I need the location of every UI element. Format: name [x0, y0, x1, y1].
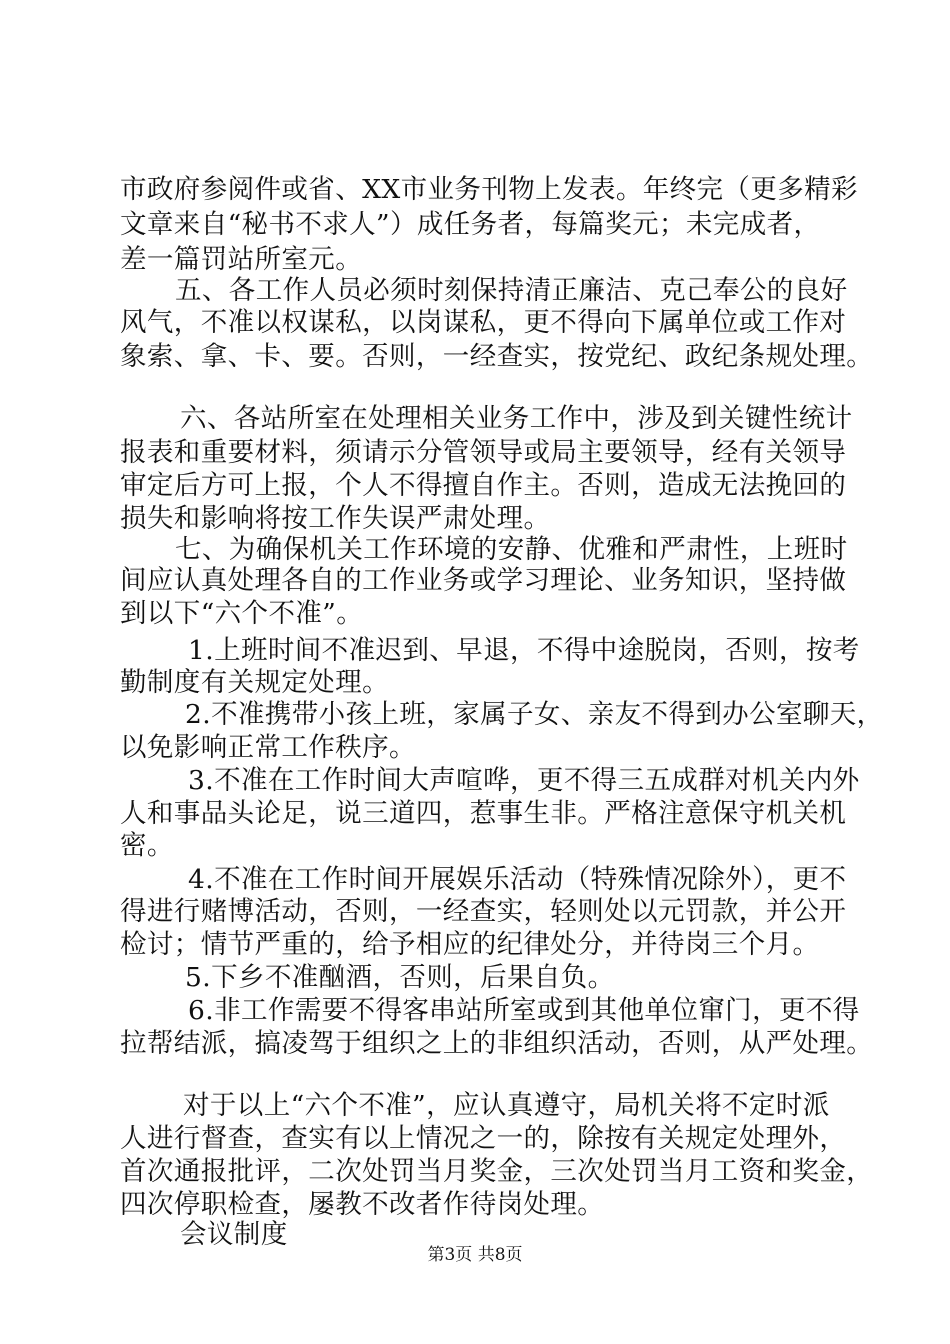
text-line: 4.不准在工作时间开展娱乐活动（特殊情况除外），更不 — [188, 864, 847, 895]
text-line: 密。 — [120, 830, 174, 861]
text-line: 勤制度有关规定处理。 — [120, 667, 389, 698]
text-line: 人进行督查，查实有以上情况之一的，除按有关规定处理外， — [120, 1123, 847, 1154]
text-line: 3.不准在工作时间大声喧哗，更不得三五成群对机关内外 — [188, 765, 860, 796]
text-line: 七、为确保机关工作环境的安静、优雅和严肃性，上班时 — [175, 534, 848, 565]
text-line: 拉帮结派，搞凌驾于组织之上的非组织活动，否则，从严处理。 — [120, 1028, 874, 1059]
text-line: 风气，不准以权谋私，以岗谋私，更不得向下属单位或工作对 — [120, 307, 847, 338]
text-line: 5.下乡不准酗酒，否则，后果自负。 — [185, 962, 615, 993]
text-line: 人和事品头论足，说三道四，惹事生非。严格注意保守机关机 — [120, 798, 847, 829]
text-line: 检讨；情节严重的，给予相应的纪律处分，并待岗三个月。 — [120, 929, 820, 960]
text-line: 到以下“六个不准”。 — [120, 598, 364, 629]
section-heading: 会议制度 — [180, 1219, 288, 1250]
text-line: 对于以上“六个不准”，应认真遵守，局机关将不定时派 — [183, 1090, 830, 1121]
text-line: 五、各工作人员必须时刻保持清正廉洁、克己奉公的良好 — [175, 275, 848, 306]
text-line: 以免影响正常工作秩序。 — [120, 732, 416, 763]
text-line: 四次停职检查，屡教不改者作待岗处理。 — [120, 1189, 605, 1220]
page-number-footer: 第3页 共8页 — [427, 1245, 523, 1265]
text-line: 审定后方可上报，个人不得擅自作主。否则，造成无法挽回的 — [120, 470, 847, 501]
text-line: 报表和重要材料，须请示分管领导或局主要领导，经有关领导 — [120, 437, 847, 468]
text-line: 1.上班时间不准迟到、早退，不得中途脱岗，否则，按考 — [188, 635, 860, 666]
text-line: 六、各站所室在处理相关业务工作中，涉及到关键性统计 — [180, 403, 853, 434]
text-line: 6.非工作需要不得客串站所室或到其他单位窜门，更不得 — [188, 995, 860, 1026]
text-line: 市政府参阅件或省、XX市业务刊物上发表。年终完（更多精彩 — [120, 174, 858, 205]
text-line: 象索、拿、卡、要。否则，一经查实，按党纪、政纪条规处理。 — [120, 341, 874, 372]
text-line: 损失和影响将按工作失误严肃处理。 — [120, 503, 551, 534]
text-line: 文章来自“秘书不求人”）成任务者，每篇奖元；未完成者， — [120, 209, 821, 240]
text-line: 间应认真处理各自的工作业务或学习理论、业务知识，坚持做 — [120, 565, 847, 596]
text-line: 差一篇罚站所室元。 — [120, 244, 363, 275]
text-line: 首次通报批评，二次处罚当月奖金，三次处罚当月工资和奖金， — [120, 1156, 874, 1187]
text-line: 得进行赌博活动，否则，一经查实，轻则处以元罚款，并公开 — [120, 896, 847, 927]
text-line: 2.不准携带小孩上班，家属子女、亲友不得到办公室聊天， — [185, 699, 884, 730]
